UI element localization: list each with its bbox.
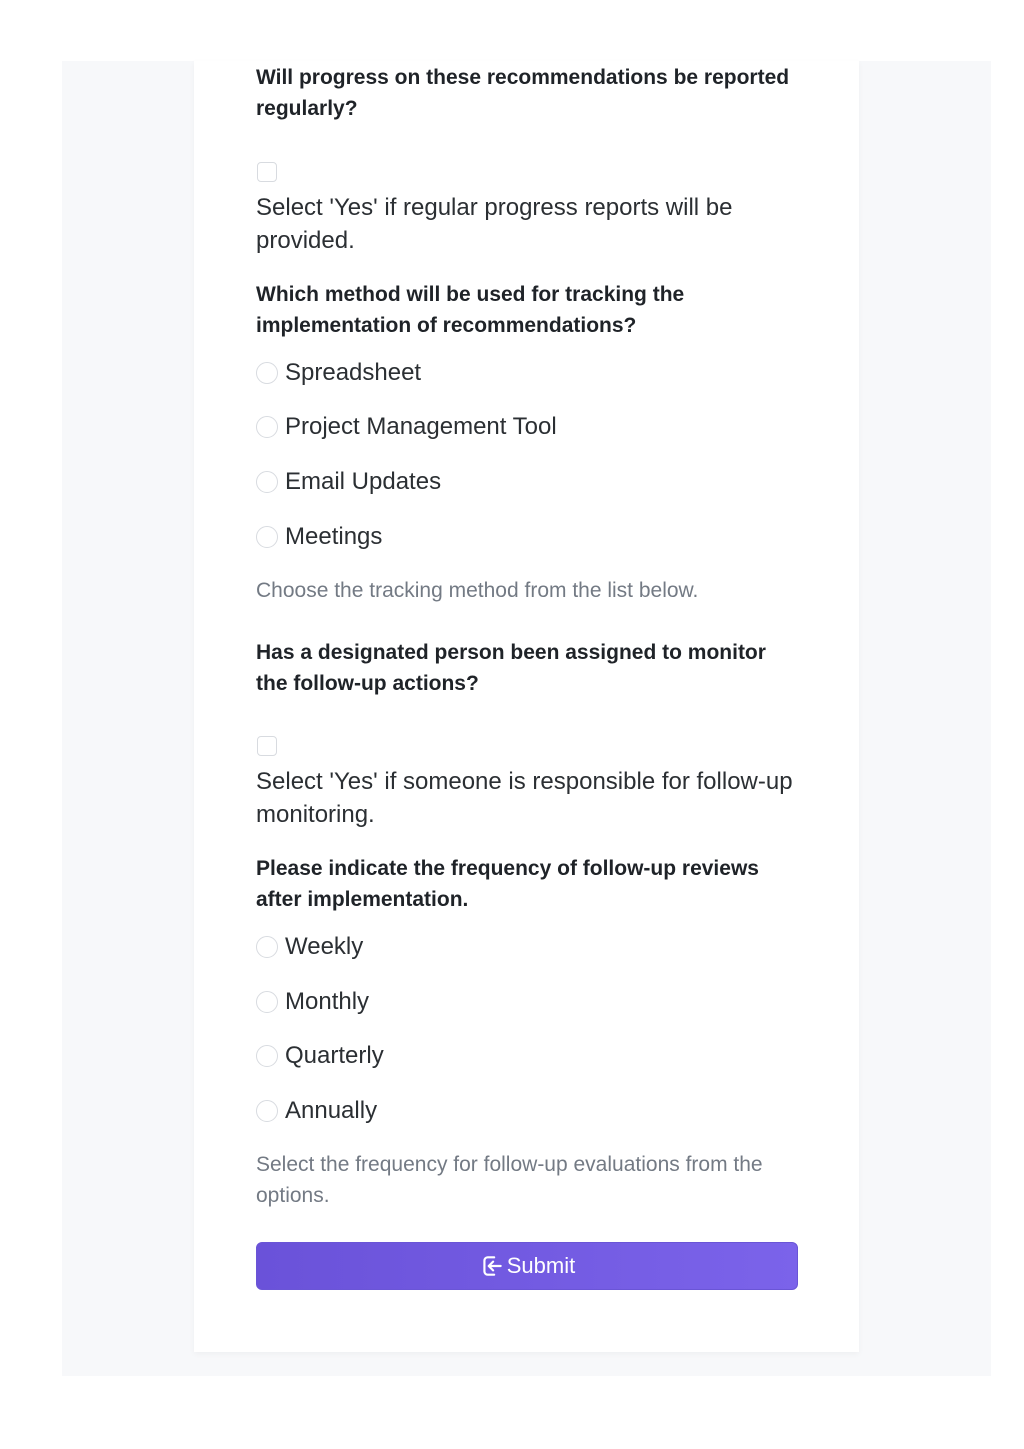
radio-label: Annually bbox=[285, 1097, 378, 1124]
radio-label: Email Updates bbox=[285, 468, 442, 495]
progress-reporting-checkbox[interactable] bbox=[257, 162, 277, 182]
radio-option-quarterly[interactable] bbox=[256, 1041, 384, 1071]
question-tracking-method: Which method will be used for tracking the implementation of recommendations? bbox=[256, 283, 685, 337]
radio-button[interactable] bbox=[256, 362, 278, 384]
radio-button[interactable] bbox=[256, 416, 278, 438]
designated-person-help: Select 'Yes' if someone is responsible for follow-up monitoring. bbox=[256, 768, 793, 828]
radio-option-email-updates[interactable] bbox=[256, 467, 441, 497]
radio-button[interactable] bbox=[256, 991, 278, 1013]
radio-button[interactable] bbox=[256, 936, 278, 958]
radio-label: Quarterly bbox=[285, 1042, 384, 1069]
question-designated-person: Has a designated person been assigned to monitor the follow-up actions? bbox=[256, 641, 766, 695]
radio-option-project-management-tool[interactable] bbox=[256, 412, 557, 442]
radio-label: Monthly bbox=[285, 988, 370, 1015]
sign-in-icon bbox=[479, 1253, 505, 1279]
question-progress-reporting: Will progress on these recommendations be reported regularly? bbox=[256, 66, 790, 120]
tracking-method-help: Choose the tracking method from the list below. bbox=[256, 579, 699, 602]
submit-button[interactable] bbox=[256, 1242, 798, 1290]
radio-button[interactable] bbox=[256, 1045, 278, 1067]
question-review-frequency: Please indicate the frequency of follow-up reviews after implementation. bbox=[256, 857, 759, 911]
radio-label: Meetings bbox=[285, 523, 383, 550]
radio-label: Project Management Tool bbox=[285, 413, 557, 440]
form-card bbox=[194, 61, 859, 1352]
radio-button[interactable] bbox=[256, 1100, 278, 1122]
review-frequency-help: Select the frequency for follow-up evaluations from the options. bbox=[256, 1153, 763, 1207]
designated-person-checkbox[interactable] bbox=[257, 736, 277, 756]
submit-label: Submit bbox=[506, 1253, 576, 1278]
radio-label: Weekly bbox=[285, 933, 364, 960]
progress-reporting-help: Select 'Yes' if regular progress reports will be provided. bbox=[256, 194, 733, 254]
radio-label: Spreadsheet bbox=[285, 359, 422, 386]
radio-option-meetings[interactable] bbox=[256, 522, 382, 552]
radio-button[interactable] bbox=[256, 471, 278, 493]
radio-button[interactable] bbox=[256, 526, 278, 548]
radio-option-monthly[interactable] bbox=[256, 987, 369, 1017]
radio-option-weekly[interactable] bbox=[256, 932, 363, 962]
radio-option-spreadsheet[interactable] bbox=[256, 358, 421, 388]
radio-option-annually[interactable] bbox=[256, 1096, 377, 1126]
